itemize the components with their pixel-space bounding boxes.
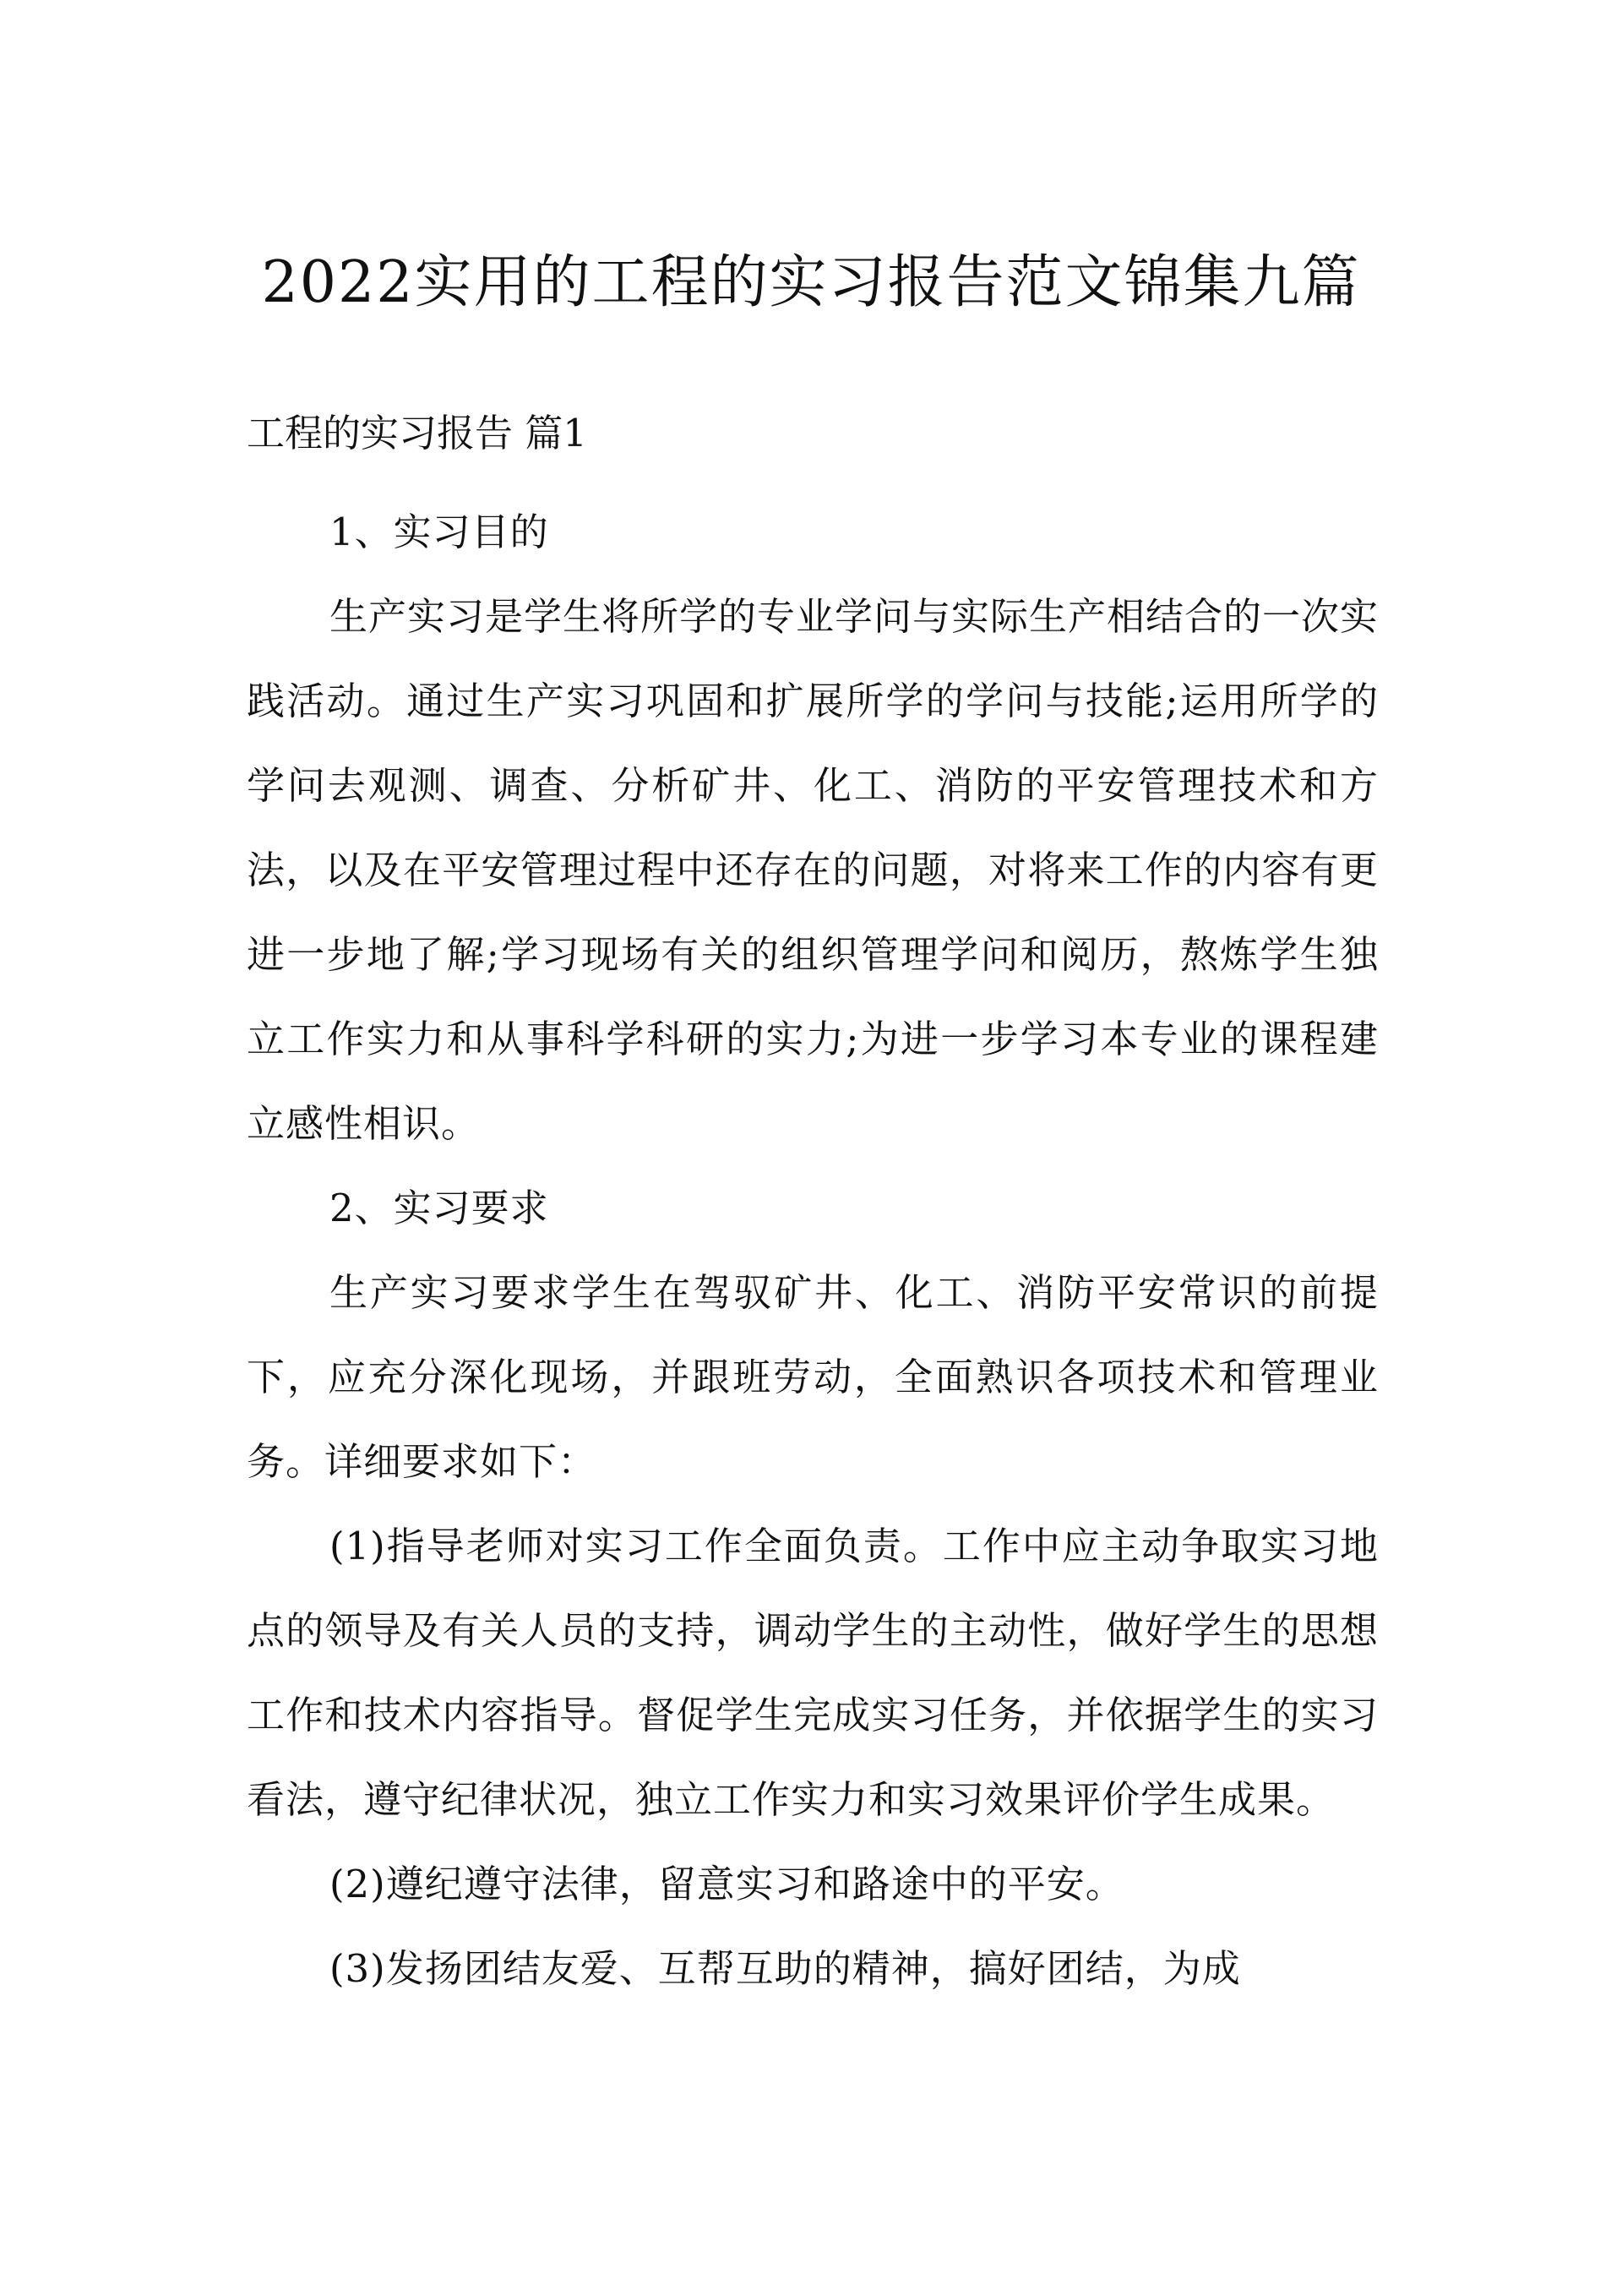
section-heading: 2、实习要求	[329, 1186, 549, 1230]
document-title: 2022实用的工程的实习报告范文锦集九篇	[261, 249, 1361, 316]
section-label: 工程的实习报告 篇1	[247, 411, 587, 455]
paragraph: 生产实习要求学生在驾驭矿井、化工、消防平安常识的前提下，应充分深化现场，并跟班劳动，全面熟识各项技术和管理业务。详细要求如下：	[247, 1270, 1379, 1484]
list-item-paragraph: (1)指导老师对实习工作全面负责。工作中应主动争取实习地点的领导及有关人员的支持，调动学生的主动性，做好学生的思想工作和技术内容指导。督促学生完成实习任务，并依据学生的实习看法，遵守纪律状况，独立工作实力和实习效果评价学生成果。	[247, 1524, 1379, 1822]
document-body	[247, 490, 1379, 2011]
paragraph: 生产实习是学生将所学的专业学问与实际生产相结合的一次实践活动。通过生产实习巩固和扩展所学的学问与技能;运用所学的学问去观测、调查、分析矿井、化工、消防的平安管理技术和方法，以及在平安管理过程中还存在的问题，对将来工作的内容有更进一步地了解;学习现场有关的组织管理学问和阅历，熬炼学生独立工作实力和从事科学科研的实力;为进一步学习本专业的课程建立感性相识。	[247, 594, 1380, 1146]
list-item-paragraph: (3)发扬团结友爱、互帮互助的精神，搞好团结，为成	[329, 1946, 1241, 1991]
section-heading: 1、实习目的	[329, 510, 549, 554]
list-item-paragraph: (2)遵纪遵守法律，留意实习和路途中的平安。	[329, 1862, 1124, 1906]
